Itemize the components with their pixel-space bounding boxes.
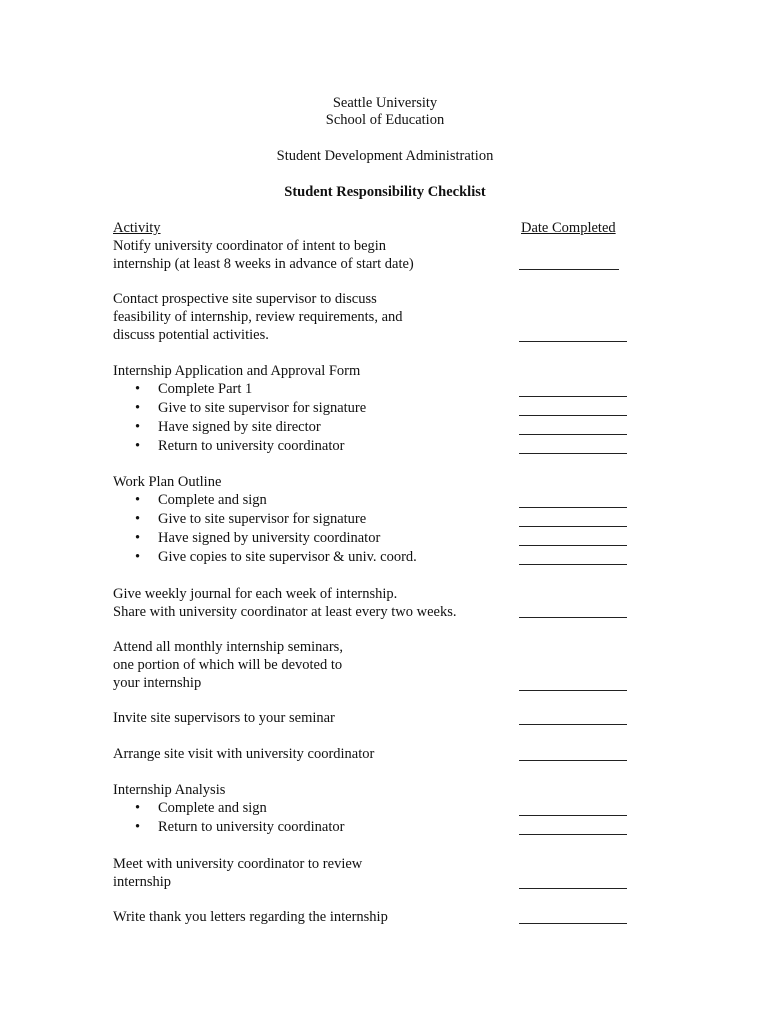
item-text-line: Notify university coordinator of intent to begin — [113, 238, 387, 254]
checklist-item-monthly-seminars — [113, 638, 513, 692]
checklist-item-weekly-journal — [113, 585, 523, 621]
item-text-line: internship — [113, 874, 171, 890]
date-completed-blank[interactable] — [519, 545, 627, 546]
department-name: Student Development Administration — [276, 148, 494, 164]
bullet-item: • Complete and sign — [113, 799, 513, 818]
university-name: Seattle University — [332, 95, 438, 111]
date-completed-blank[interactable] — [519, 269, 619, 270]
item-text-line: one portion of which will be devoted to — [113, 657, 343, 673]
item-heading: Work Plan Outline — [113, 474, 222, 490]
date-completed-blank[interactable] — [519, 923, 627, 924]
date-completed-blank[interactable] — [519, 690, 627, 691]
date-completed-blank[interactable] — [519, 564, 627, 565]
date-completed-blank[interactable] — [519, 341, 627, 342]
date-completed-blank[interactable] — [519, 396, 627, 397]
school-name: School of Education — [325, 112, 445, 128]
date-completed-blank[interactable] — [519, 815, 627, 816]
checklist-item-contact-supervisor — [113, 290, 513, 344]
bullet-item: • Complete and sign — [113, 491, 513, 510]
item-heading: Internship Analysis — [113, 782, 226, 798]
item-text-line: feasibility of internship, review requirements, and — [113, 309, 403, 325]
bullet-list — [113, 491, 513, 567]
date-completed-blank[interactable] — [519, 415, 627, 416]
item-heading: Internship Application and Approval Form — [113, 363, 361, 379]
date-completed-blank[interactable] — [519, 834, 627, 835]
checklist-item-review-meeting — [113, 855, 513, 891]
item-text-line: Attend all monthly internship seminars, — [113, 639, 343, 655]
date-completed-blank[interactable] — [519, 453, 627, 454]
checklist-item-notify-coordinator — [113, 237, 513, 273]
bullet-item: • Return to university coordinator — [113, 437, 513, 456]
date-completed-blank[interactable] — [519, 617, 627, 618]
item-text-line: your internship — [113, 675, 202, 691]
item-text-line: Write thank you letters regarding the internship — [113, 909, 388, 925]
checklist-item-internship-analysis — [113, 781, 513, 837]
item-text-line: Arrange site visit with university coordinator — [113, 746, 375, 762]
bullet-list — [113, 380, 513, 456]
item-text-line: internship (at least 8 weeks in advance of start date) — [113, 256, 414, 272]
date-completed-column-header: Date Completed — [521, 220, 616, 236]
item-text-line: Invite site supervisors to your seminar — [113, 710, 335, 726]
item-text-line: discuss potential activities. — [113, 327, 269, 343]
bullet-item: • Give to site supervisor for signature — [113, 399, 513, 418]
bullet-item: • Have signed by site director — [113, 418, 513, 437]
date-completed-blank[interactable] — [519, 724, 627, 725]
date-completed-blank[interactable] — [519, 888, 627, 889]
bullet-item: • Complete Part 1 — [113, 380, 513, 399]
bullet-item: • Give copies to site supervisor & univ. coord. — [113, 548, 513, 567]
date-completed-blank[interactable] — [519, 507, 627, 508]
date-completed-blank[interactable] — [519, 434, 627, 435]
date-completed-blank[interactable] — [519, 760, 627, 761]
bullet-item: • Give to site supervisor for signature — [113, 510, 513, 529]
item-text-line: Meet with university coordinator to review — [113, 856, 363, 872]
item-text-line: Share with university coordinator at least every two weeks. — [113, 604, 457, 620]
activity-column-header: Activity — [113, 220, 161, 236]
item-text-line: Contact prospective site supervisor to discuss — [113, 291, 377, 307]
date-completed-blank[interactable] — [519, 526, 627, 527]
bullet-item: • Have signed by university coordinator — [113, 529, 513, 548]
item-text-line: Give weekly journal for each week of internship. — [113, 586, 398, 602]
checklist-item-invite-supervisors — [113, 709, 513, 727]
bullet-item: • Return to university coordinator — [113, 818, 513, 837]
document-title: Student Responsibility Checklist — [284, 184, 486, 200]
checklist-item-site-visit — [113, 745, 513, 763]
checklist-item-work-plan — [113, 473, 513, 567]
checklist-item-thank-you-letters — [113, 908, 513, 926]
bullet-list — [113, 799, 513, 837]
checklist-item-application-form — [113, 362, 513, 456]
